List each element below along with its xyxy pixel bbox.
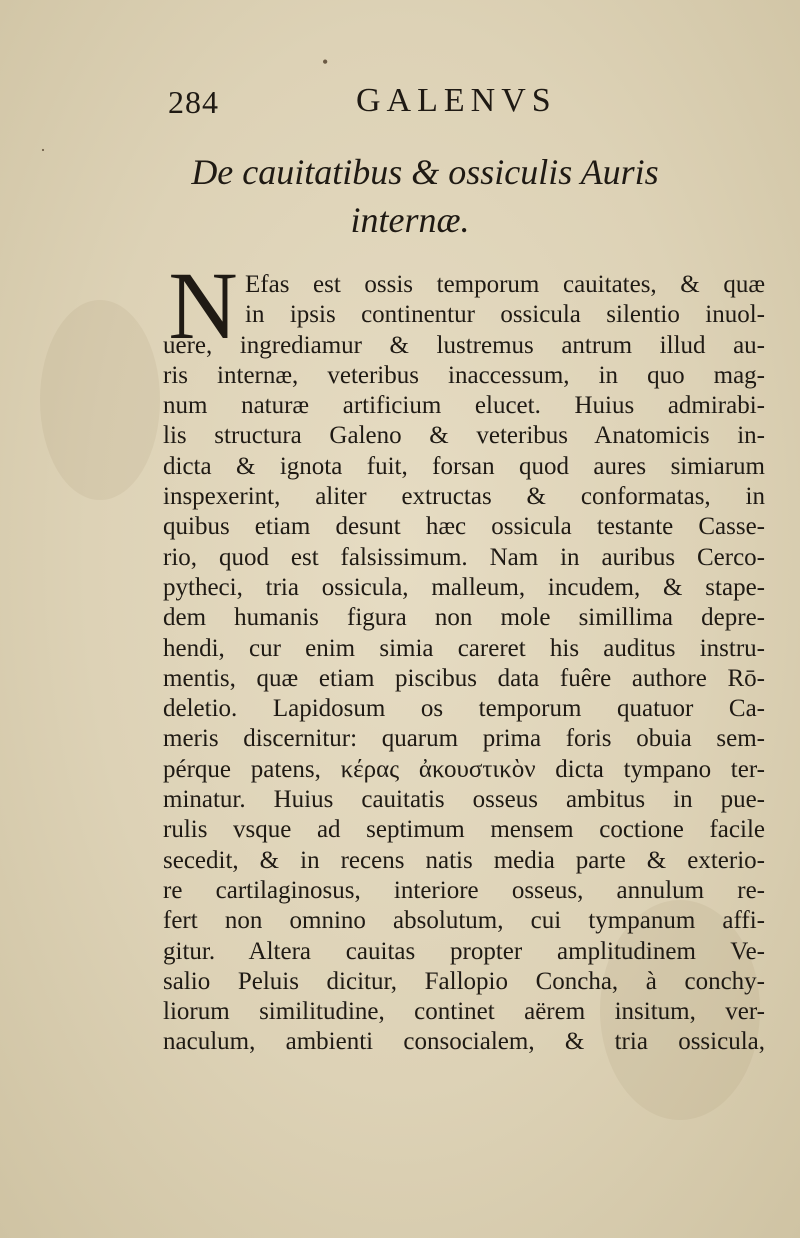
- page-header: [0, 78, 800, 128]
- drop-cap: N: [168, 252, 238, 359]
- text-line: deletio. Lapidosum os temporum quatuor Ca-: [163, 695, 765, 723]
- text-line: re cartilaginosus, interiore osseus, annulum re-: [163, 876, 765, 904]
- text-line: hendi, cur enim simia careret his auditus instru-: [163, 634, 765, 662]
- text-line: dem humanis figura non mole simillima depre-: [163, 604, 765, 632]
- text-line: gitur. Altera cauitas propter amplitudinem Ve-: [163, 937, 765, 965]
- text-line: ris internæ, veteribus inaccessum, in quo mag-: [163, 361, 765, 389]
- text-line: naculum, ambienti consocialem, & tria ossicula,: [163, 1028, 765, 1056]
- text-line: Efas est ossis temporum cauitates, & quæ: [245, 271, 765, 298]
- text-line: num naturæ artificium elucet. Huius admirabi-: [163, 392, 765, 420]
- section-title: [160, 148, 660, 244]
- text-line: salio Peluis dicitur, Fallopio Concha, à conchy-: [163, 967, 765, 995]
- text-line: minatur. Huius cauitatis osseus ambitus in pue-: [163, 786, 765, 814]
- section-title-line: internæ.: [350, 200, 470, 240]
- running-head: GALENVS: [356, 82, 557, 119]
- body-text: [163, 270, 765, 1058]
- text-line: mentis, quæ etiam piscibus data fuêre authore Rō-: [163, 664, 765, 692]
- text-line: in ipsis continentur ossicula silentio inuol-: [245, 301, 765, 329]
- text-line: meris discernitur: quarum prima foris obuia sem-: [163, 725, 765, 753]
- margin-mark: •: [322, 52, 329, 72]
- text-line: inspexerint, aliter extructas & conformatas, in: [163, 483, 765, 511]
- text-line: lis structura Galeno & veteribus Anatomicis in-: [163, 422, 765, 450]
- text-line: rio, quod est falsissimum. Nam in auribus Cerco-: [163, 543, 765, 571]
- text-line: pytheci, tria ossicula, malleum, incudem, & stape-: [163, 573, 765, 601]
- margin-mark: ·: [40, 140, 46, 160]
- text-line: quibus etiam desunt hæc ossicula testante Casse-: [163, 513, 765, 541]
- text-line: fert non omnino absolutum, cui tympanum affi-: [163, 907, 765, 935]
- paper-stain: [40, 300, 160, 500]
- text-line: uere, ingrediamur & lustremus antrum illud au-: [163, 331, 765, 359]
- section-title-line: De cauitatibus & ossiculis Auris: [191, 152, 659, 192]
- page-number: 284: [168, 84, 219, 120]
- text-line: rulis vsque ad septimum mensem coctione facile: [163, 816, 765, 844]
- text-line: secedit, & in recens natis media parte & exterio-: [163, 846, 765, 874]
- text-line: dicta & ignota fuit, forsan quod aures simiarum: [163, 452, 765, 480]
- text-line: pérque patens, κέρας ἀκουστικὸν dicta tympano ter-: [163, 755, 765, 783]
- text-line: liorum similitudine, continet aërem insitum, ver-: [163, 998, 765, 1026]
